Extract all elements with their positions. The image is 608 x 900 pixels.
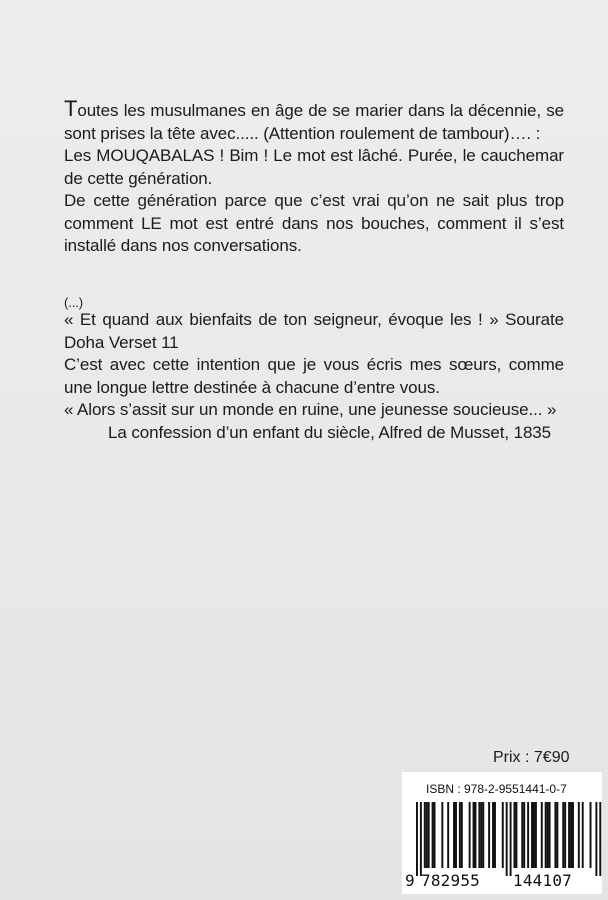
isbn-number: ISBN : 978-2-9551441-0-7 bbox=[426, 782, 567, 796]
barcode-bar bbox=[482, 802, 484, 868]
barcode-bar bbox=[416, 802, 418, 876]
barcode-bar bbox=[556, 802, 558, 868]
intro-paragraph-1 bbox=[64, 98, 564, 145]
dropcap-letter: T bbox=[64, 96, 78, 121]
intro-text bbox=[64, 98, 564, 258]
barcode-bar bbox=[480, 802, 482, 868]
intention-paragraph: C’est avec cette intention que je vous écris mes sœurs, comme une longue lettre destinée à chacune d’entre vous. bbox=[64, 355, 564, 397]
intro-paragraph-3: De cette génération parce que c’est vrai qu’on ne sait plus trop comment LE mot est entré dans nos bouches, comment il s’est installé dans nos conversations. bbox=[64, 191, 564, 255]
barcode-bar bbox=[533, 802, 535, 868]
barcode-bar bbox=[595, 802, 597, 876]
barcode-bar bbox=[455, 802, 457, 868]
musset-quote: « Alors s’assit sur un monde en ruine, une jeunesse soucieuse... » bbox=[64, 400, 557, 419]
barcode-lead-digit: 9 bbox=[405, 871, 415, 890]
barcode-bar bbox=[447, 802, 449, 868]
barcode-bar bbox=[492, 802, 494, 868]
barcode-bar bbox=[541, 802, 543, 868]
barcode-bar bbox=[502, 802, 504, 868]
barcode-bar bbox=[478, 802, 480, 868]
barcode-right-digits: 144107 bbox=[513, 871, 572, 890]
barcode-bar bbox=[461, 802, 463, 868]
barcode-bar bbox=[521, 802, 523, 868]
barcode-bar bbox=[494, 802, 496, 868]
barcode-bar bbox=[549, 802, 551, 868]
barcode-bar bbox=[506, 802, 508, 876]
barcode-bar bbox=[547, 802, 549, 868]
ellipsis-marker: (...) bbox=[64, 295, 83, 310]
barcode-bar bbox=[420, 802, 422, 876]
barcode-bar bbox=[570, 802, 572, 868]
barcode-left-digits: 782955 bbox=[421, 871, 480, 890]
barcode-bar bbox=[434, 802, 436, 868]
quran-quote: « Et quand aux bienfaits de ton seigneur, évoque les ! » Sourate Doha Verset 11 bbox=[64, 310, 564, 352]
barcode-bar bbox=[432, 802, 434, 868]
barcode-bar bbox=[590, 802, 592, 868]
barcode-bar bbox=[424, 802, 426, 868]
barcode-bar bbox=[510, 802, 512, 876]
musset-attribution: La confession d’un enfant du siècle, Alfred de Musset, 1835 bbox=[108, 422, 552, 442]
barcode-bar bbox=[488, 802, 490, 868]
isbn-barcode bbox=[402, 772, 602, 894]
barcode-bar bbox=[428, 802, 430, 868]
intro-paragraph-1-text: outes les musulmanes en âge de se marier dans la décennie, se sont prises la tête avec..... (Attention roulement de tambour)…. : bbox=[64, 101, 564, 143]
barcode-bar bbox=[475, 802, 477, 868]
barcode-bar bbox=[473, 802, 475, 868]
barcode-bar bbox=[531, 802, 533, 868]
barcode-bar bbox=[514, 802, 516, 868]
intro-paragraph-2: Les MOUQABALAS ! Bim ! Le mot est lâché. Purée, le cauchemar de cette génération. bbox=[64, 146, 564, 188]
barcode-bar bbox=[469, 802, 471, 868]
barcode-bar bbox=[426, 802, 428, 868]
barcode-bar bbox=[527, 802, 529, 868]
barcode-bar bbox=[572, 802, 574, 868]
barcode-bar bbox=[578, 802, 580, 868]
barcode-bar bbox=[554, 802, 556, 868]
quotes-text bbox=[64, 309, 564, 444]
barcode-bar bbox=[564, 802, 566, 868]
barcode-bar bbox=[441, 802, 443, 868]
barcode-bar bbox=[582, 802, 584, 868]
barcode-bar bbox=[515, 802, 517, 868]
barcode-bar bbox=[562, 802, 564, 868]
barcode-bar bbox=[568, 802, 570, 868]
barcode-bar bbox=[523, 802, 525, 868]
barcode-bar bbox=[545, 802, 547, 868]
barcode-bar bbox=[459, 802, 461, 868]
price-label: Prix : 7€90 bbox=[493, 749, 570, 766]
barcode-bar bbox=[453, 802, 455, 868]
barcode-bar bbox=[535, 802, 537, 868]
barcode-bar bbox=[599, 802, 601, 876]
